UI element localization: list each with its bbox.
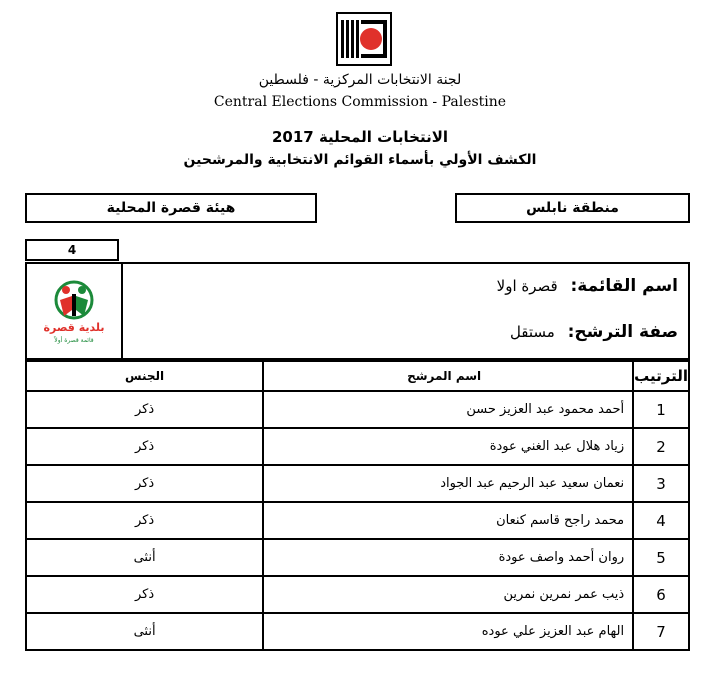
- table-row: [26, 613, 689, 650]
- header-order: الترتيب: [633, 361, 689, 391]
- cell-order: 3: [633, 465, 689, 502]
- local-council-box: هيئة قصرة المحلية: [25, 193, 317, 223]
- logo-text: بلدية قصرة: [43, 321, 105, 334]
- list-name-row: [497, 276, 678, 296]
- cell-name: أحمد محمود عبد العزيز حسن: [263, 391, 633, 428]
- table-row: [26, 576, 689, 613]
- cell-gender: أنثى: [26, 613, 263, 650]
- list-logo: [27, 264, 123, 358]
- cell-order: 7: [633, 613, 689, 650]
- list-name-value: قصرة اولا: [496, 277, 558, 295]
- list-name-label: اسم القائمة:: [570, 276, 678, 296]
- header-name: اسم المرشح: [263, 361, 633, 391]
- cell-name: نعمان سعيد عبد الرحيم عبد الجواد: [263, 465, 633, 502]
- cell-gender: ذكر: [26, 391, 263, 428]
- cell-order: 1: [633, 391, 689, 428]
- org-name-english: Central Elections Commission - Palestine: [213, 94, 507, 110]
- header-gender: الجنس: [26, 361, 263, 391]
- region-box: منطقة نابلس: [455, 193, 690, 223]
- candidacy-type-value: مستقل: [509, 323, 555, 341]
- cell-order: 4: [633, 502, 689, 539]
- candidacy-type-label: صفة الترشح:: [567, 322, 678, 342]
- table-row: [26, 465, 689, 502]
- table-row: [26, 502, 689, 539]
- cell-gender: ذكر: [26, 428, 263, 465]
- cell-order: 5: [633, 539, 689, 576]
- table-row: [26, 428, 689, 465]
- cell-gender: ذكر: [26, 502, 263, 539]
- cell-name: روان أحمد واصف عودة: [263, 539, 633, 576]
- candidates-table: [25, 360, 690, 651]
- cell-name: ذيب عمر نمرين نمرين: [263, 576, 633, 613]
- logo-subtext: قائمة قصرة أولاً: [54, 337, 94, 344]
- cell-name: الهام عبد العزيز علي عوده: [263, 613, 633, 650]
- table-header-row: [26, 361, 689, 391]
- candidacy-type-row: [510, 322, 678, 342]
- document-subtitle: الكشف الأولي بأسماء القوائم الانتخابية والمرشحين: [183, 152, 537, 168]
- table-row: [26, 539, 689, 576]
- org-name-arabic: لجنة الانتخابات المركزية - فلسطين: [258, 72, 462, 88]
- cell-name: محمد راجح قاسم كنعان: [263, 502, 633, 539]
- table-row: [26, 391, 689, 428]
- list-info-panel: [25, 262, 690, 360]
- cell-gender: ذكر: [26, 465, 263, 502]
- cell-gender: ذكر: [26, 576, 263, 613]
- document-title: الانتخابات المحلية 2017: [271, 128, 449, 146]
- cell-gender: أنثى: [26, 539, 263, 576]
- cell-name: زياد هلال عبد الغني عودة: [263, 428, 633, 465]
- cell-order: 6: [633, 576, 689, 613]
- list-number-box: 4: [25, 239, 119, 261]
- cec-logo: [336, 12, 392, 66]
- cell-order: 2: [633, 428, 689, 465]
